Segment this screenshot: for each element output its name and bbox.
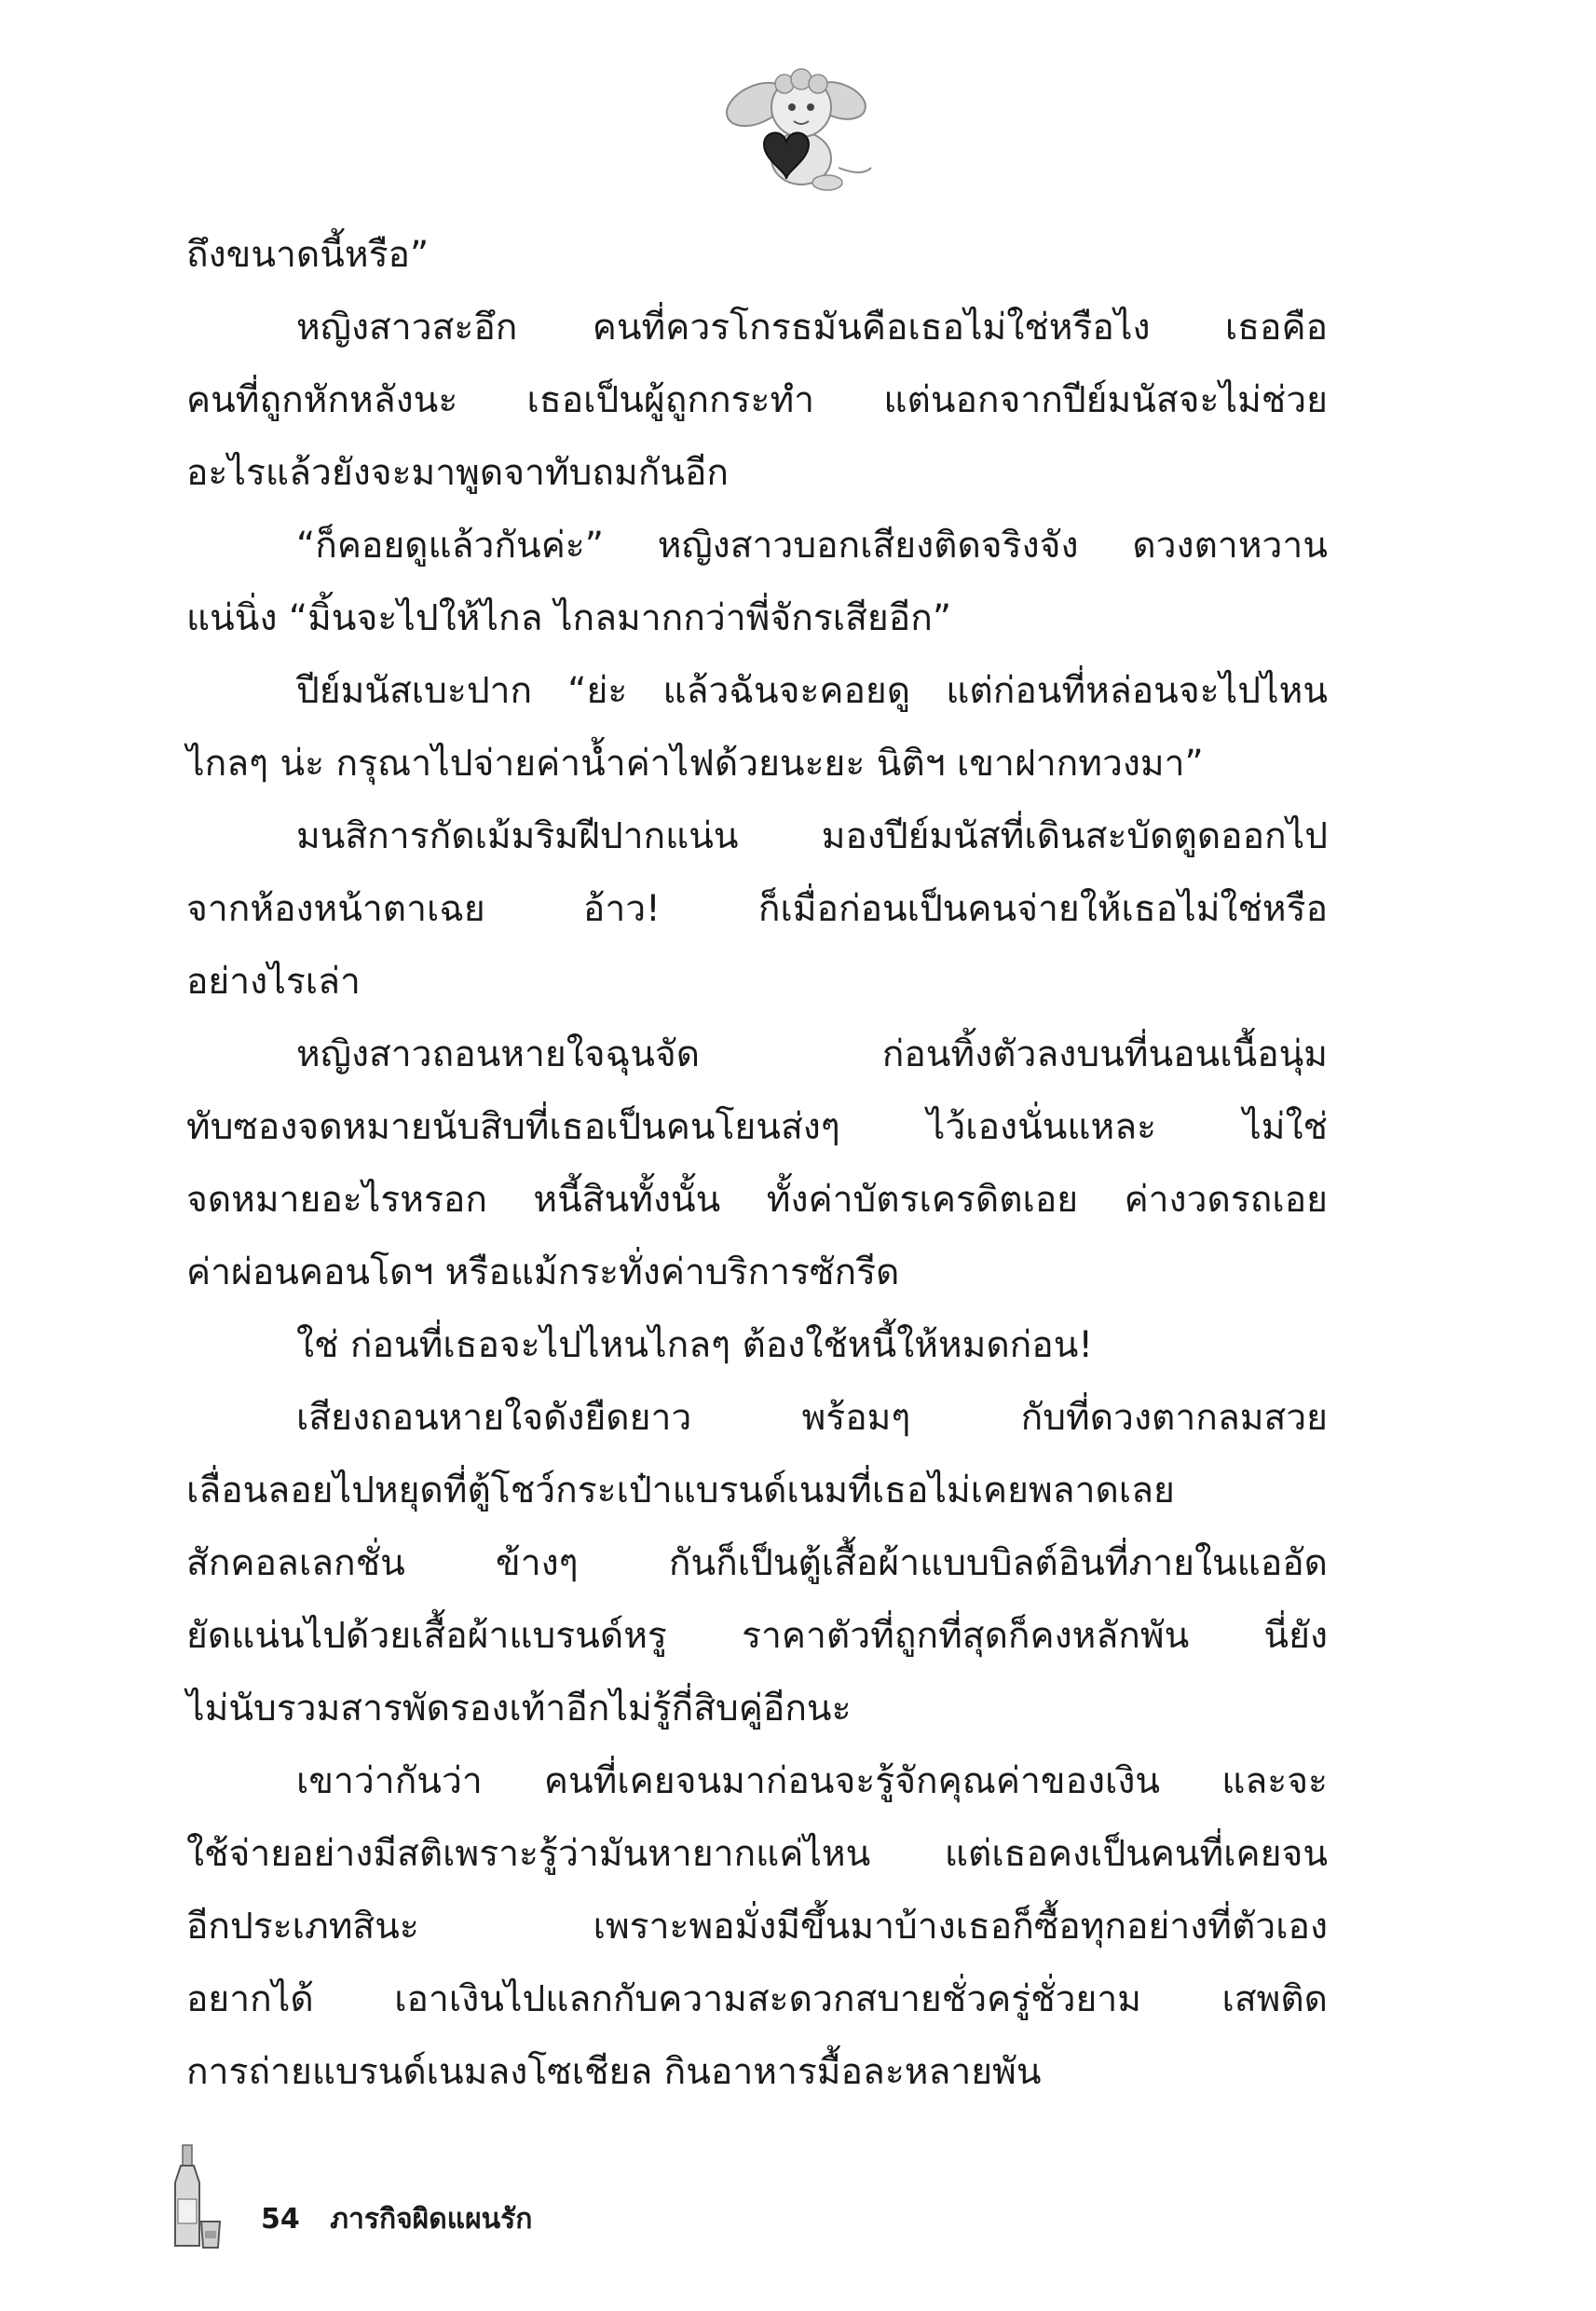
text-line: เลื่อนลอยไปหยุดที่ตู้โชว์กระเป๋าแบรนด์เนมที่เธอไม่เคยพลาดเลย	[186, 1470, 1175, 1511]
text-line: อยากได้ เอาเงินไปแลกกับความสะดวกสบายชั่วครู่ชั่วยาม เสพติด	[186, 1978, 1328, 2020]
text-line: ยัดแน่นไปด้วยเสื้อผ้าแบรนด์หรู ราคาตัวที่ถูกที่สุดก็คงหลักพัน นี่ยัง	[186, 1615, 1328, 1657]
text-line: หญิงสาวสะอึก คนที่ควรโกรธมันคือเธอไม่ใช่หรือไง เธอคือ	[296, 307, 1328, 349]
text-line: การถ่ายแบรนด์เนมลงโซเชียล กินอาหารมื้อละหลายพัน	[186, 2051, 1042, 2093]
bottle-glass-icon	[168, 2143, 224, 2255]
text-line: จดหมายอะไรหรอก หนี้สินทั้งนั้น ทั้งค่าบัตรเครดิตเอย ค่างวดรถเอย	[186, 1179, 1328, 1221]
text-line: เขาว่ากันว่า คนที่เคยจนมาก่อนจะรู้จักคุณค่าของเงิน และจะ	[296, 1760, 1328, 1802]
text-line: ทับซองจดหมายนับสิบที่เธอเป็นคนโยนส่งๆ ไว้เองนั่นแหละ ไม่ใช่	[186, 1106, 1328, 1148]
text-line: อะไรแล้วยังจะมาพูดจาทับถมกันอีก	[186, 452, 730, 494]
text-line: ใช้จ่ายอย่างมีสติเพราะรู้ว่ามันหายากแค่ไหน แต่เธอคงเป็นคนที่เคยจน	[186, 1833, 1328, 1875]
text-line: “ก็คอยดูแล้วกันค่ะ” หญิงสาวบอกเสียงติดจริงจัง ดวงตาหวาน	[296, 525, 1328, 567]
text-line: เสียงถอนหายใจดังยืดยาว พร้อมๆ กับที่ดวงตากลมสวย	[296, 1397, 1328, 1439]
book-title: ภารกิจผิดแผนรัก	[330, 2203, 533, 2236]
text-line: ปีย์มนัสเบะปาก “ย่ะ แล้วฉันจะคอยดู แต่ก่อนที่หล่อนจะไปไหน	[296, 670, 1328, 712]
text-line: อีกประเภทสินะ เพราะพอมั่งมีขึ้นมาบ้างเธอก็ซื้อทุกอย่างที่ตัวเอง	[186, 1906, 1328, 1948]
text-line: ค่าผ่อนคอนโดฯ หรือแม้กระทั่งค่าบริการซักรีด	[186, 1251, 900, 1293]
text-line: ไกลๆ น่ะ กรุณาไปจ่ายค่าน้ำค่าไฟด้วยนะยะ นิติฯ เขาฝากทวงมา”	[186, 743, 1204, 785]
text-line: หญิงสาวถอนหายใจฉุนจัด ก่อนทิ้งตัวลงบนที่นอนเนื้อนุ่ม	[296, 1033, 1328, 1075]
page-footer	[168, 2143, 820, 2255]
text-line: สักคอลเลกชั่น ข้างๆ กันก็เป็นตู้เสื้อผ้าแบบบิลต์อินที่ภายในแออัด	[186, 1542, 1328, 1584]
text-line: คนที่ถูกหักหลังนะ เธอเป็นผู้ถูกกระทำ แต่นอกจากปีย์มนัสจะไม่ช่วย	[186, 379, 1328, 421]
text-line: มนสิการกัดเม้มริมฝีปากแน่น มองปีย์มนัสที่เดินสะบัดตูดออกไป	[296, 815, 1328, 857]
footer-text	[261, 2197, 552, 2241]
text-line: ไม่นับรวมสารพัดรองเท้าอีกไม่รู้กี่สิบคู่อีกนะ	[186, 1688, 852, 1730]
text-line: อย่างไรเล่า	[186, 961, 361, 1003]
cupid-heart-icon	[708, 56, 885, 196]
page-number: 54	[261, 2203, 300, 2236]
body-text	[186, 219, 1328, 2109]
text-line: แน่นิ่ง “มิ้นจะไปให้ไกล ไกลมากกว่าพี่จักรเสียอีก”	[186, 597, 952, 639]
text-line: จากห้องหน้าตาเฉย อ้าว! ก็เมื่อก่อนเป็นคนจ่ายให้เธอไม่ใช่หรือ	[186, 888, 1328, 930]
text-line: ใช่ ก่อนที่เธอจะไปไหนไกลๆ ต้องใช้หนี้ให้หมดก่อน!	[296, 1324, 1093, 1366]
text-line: ถึงขนาดนี้หรือ”	[186, 234, 430, 276]
